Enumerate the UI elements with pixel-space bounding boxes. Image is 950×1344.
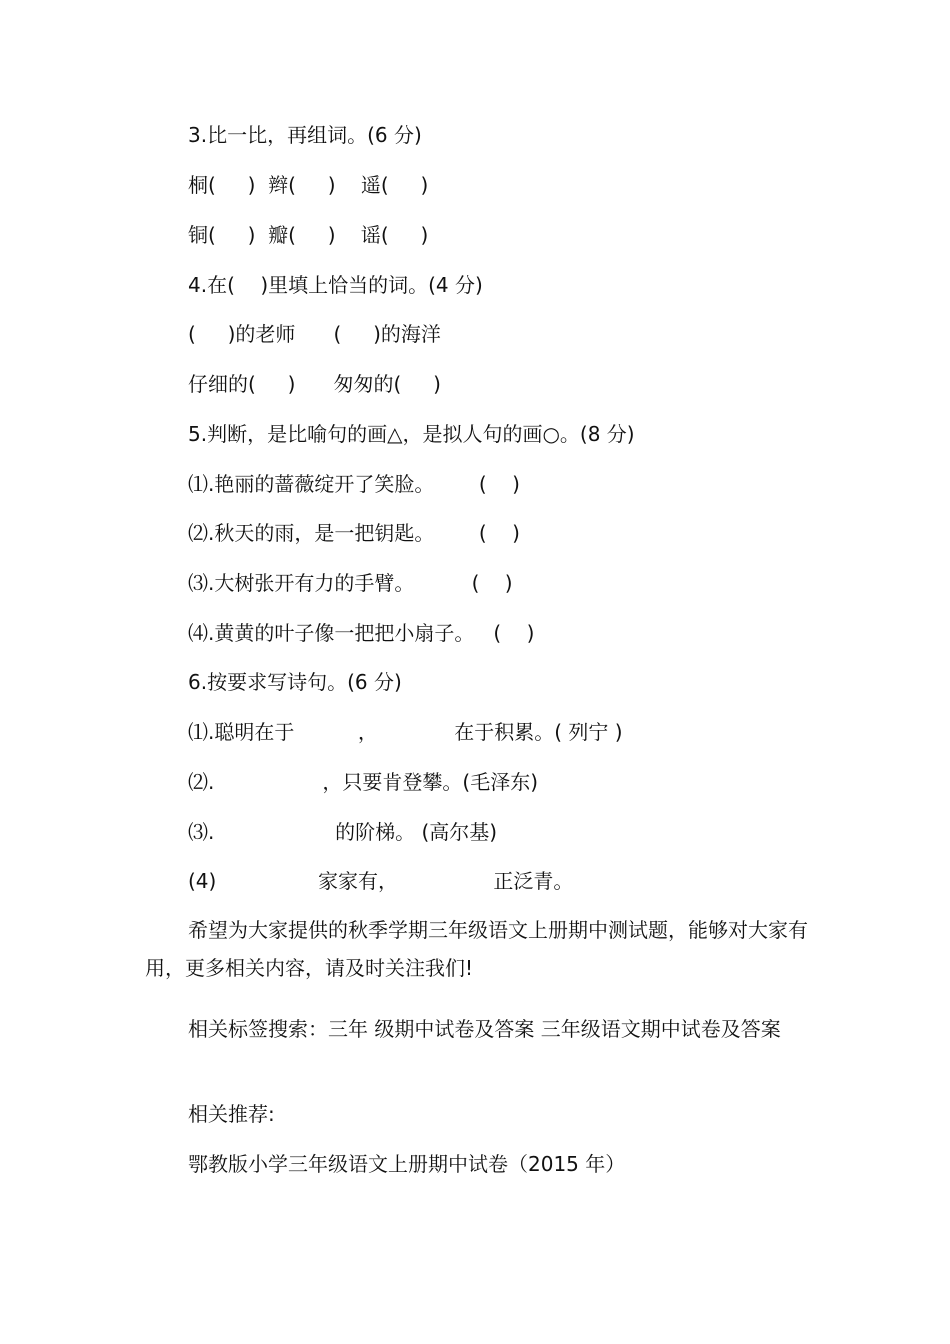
related-recommend-label: 相关推荐: <box>188 1102 275 1126</box>
question-4-row-1: ( )的老师 ( )的海洋 <box>188 322 441 346</box>
question-4-heading: 4.在( )里填上恰当的词。(4 分) <box>188 273 483 297</box>
question-5-item-1: ⑴.艳丽的蔷薇绽开了笑脸。 ( ) <box>188 472 520 496</box>
question-3-row-2: 铜( ) 瓣( ) 谣( ) <box>188 223 429 247</box>
question-6-item-3: ⑶. 的阶梯。 (高尔基) <box>188 820 498 844</box>
question-3-heading: 3.比一比，再组词。(6 分) <box>188 123 422 147</box>
question-5-item-3: ⑶.大树张开有力的手臂。 ( ) <box>188 571 513 595</box>
question-5-heading: 5.判断，是比喻句的画△，是拟人句的画○。(8 分) <box>188 422 635 446</box>
question-5-item-2: ⑵.秋天的雨，是一把钥匙。 ( ) <box>188 521 520 545</box>
question-4-row-2: 仔细的( ) 匆匆的( ) <box>188 372 441 396</box>
closing-paragraph-text: 希望为大家提供的秋季学期三年级语文上册期中测试题，能够对大家有用，更多相关内容，请及时关注我们! <box>145 918 808 980</box>
question-6-item-2: ⑵. ，只要肯登攀。(毛泽东) <box>188 770 539 794</box>
question-6-heading: 6.按要求写诗句。(6 分) <box>188 670 402 694</box>
related-recommend-link[interactable]: 鄂教版小学三年级语文上册期中试卷（2015 年） <box>188 1152 626 1176</box>
question-3-row-1: 桐( ) 辫( ) 遥( ) <box>188 173 429 197</box>
question-5-item-4: ⑷.黄黄的叶子像一把把小扇子。 ( ) <box>188 621 535 645</box>
closing-paragraph <box>145 911 815 987</box>
related-tags-text: 相关标签搜索：三年 级期中试卷及答案 三年级语文期中试卷及答案 <box>188 1017 781 1041</box>
question-6-item-1: ⑴.聪明在于 ， 在于积累。( 列宁 ) <box>188 720 623 744</box>
question-6-item-4: (4) 家家有， 正泛青。 <box>188 869 574 893</box>
related-tags-paragraph <box>145 1010 815 1048</box>
